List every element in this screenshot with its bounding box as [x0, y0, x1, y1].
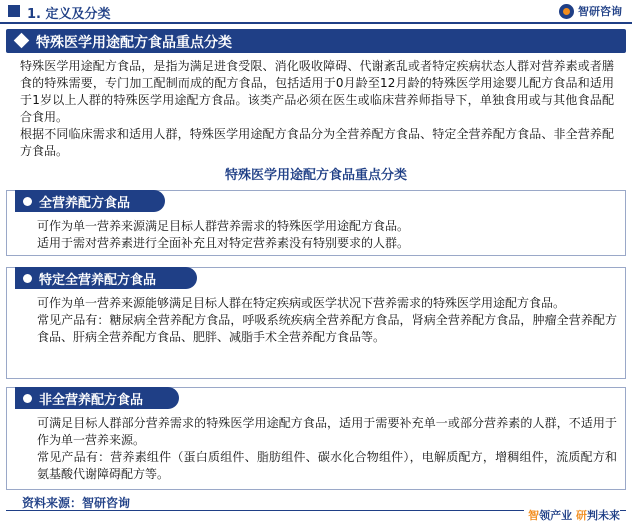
bullet-dot-icon [23, 394, 32, 403]
section-marker-icon [8, 5, 20, 17]
category-header [15, 190, 165, 212]
intro-paragraph-1: 特殊医学用途配方食品，是指为满足进食受限、消化吸收障碍、代谢紊乱或者特定疾病状态人群对营养素或者膳食的特殊需要，专门加工配制而成的配方食品，包括适用于0月龄至12月龄的特殊医学用途婴儿配方食品和适用于1岁以上人群的特殊医学用途配方食品。该类产品必须在医生或临床营养师指导下，单独食用或与其他食品配合食用。 [20, 59, 614, 124]
slogan-part: 判未来 [587, 509, 620, 522]
bullet-dot-icon [23, 274, 32, 283]
source-note: 资料来源：智研咨询 [22, 496, 131, 510]
category-label: 特定全营养配方食品 [39, 272, 157, 288]
category-line: 适用于需对营养素进行全面补充且对特定营养素没有特别要求的人群。 [37, 236, 410, 250]
category-line: 常见产品有：营养素组件（蛋白质组件、脂肪组件、碳水化合物组件），电解质配方，增稠组件，流质配方和氨基酸代谢障碍配方等。 [37, 450, 617, 481]
section-title: 1. 定义及分类 [27, 7, 111, 22]
category-label: 非全营养配方食品 [39, 392, 144, 408]
category-header [15, 387, 179, 409]
category-box-non-full-nutrition [6, 387, 626, 490]
category-box-specific-full-nutrition [6, 267, 626, 379]
category-label: 全营养配方食品 [39, 195, 131, 211]
main-title: 特殊医学用途配方食品重点分类 [36, 35, 232, 51]
brand [559, 3, 622, 19]
category-body [37, 218, 617, 252]
intro-paragraph-2: 根据不同临床需求和适用人群，特殊医学用途配方食品分为全营养配方食品、特定全营养配方食品、非全营养配方食品。 [20, 127, 614, 158]
footer-slogan [524, 507, 620, 523]
diagram-title: 特殊医学用途配方食品重点分类 [224, 168, 407, 183]
category-header [15, 267, 197, 289]
category-line: 可作为单一营养来源能够满足目标人群在特定疾病或医学状况下营养需求的特殊医学用途配方食品。 [37, 296, 566, 310]
category-line: 可满足目标人群部分营养需求的特殊医学用途配方食品，适用于需要补充单一或部分营养素的人群，不适用于作为单一营养来源。 [37, 416, 617, 447]
diamond-icon [14, 33, 30, 49]
slogan-part: 领产业 [539, 509, 573, 522]
brand-logo-icon [559, 4, 574, 19]
main-title-bar [6, 29, 626, 53]
category-box-full-nutrition [6, 190, 626, 256]
intro-text [20, 58, 614, 160]
slogan-part: 智 [528, 509, 540, 522]
slogan-part: 研 [576, 509, 587, 522]
category-body [37, 295, 617, 346]
category-body [37, 415, 617, 483]
category-line: 可作为单一营养来源满足目标人群营养需求的特殊医学用途配方食品。 [37, 219, 410, 233]
section-header [0, 0, 632, 24]
brand-name: 智研咨询 [578, 5, 622, 18]
category-line: 常见产品有：糖尿病全营养配方食品，呼吸系统疾病全营养配方食品，肾病全营养配方食品，肿瘤全营养配方食品、肝病全营养配方食品、肥胖、减脂手术全营养配方食品等。 [37, 313, 617, 344]
bullet-dot-icon [23, 197, 32, 206]
